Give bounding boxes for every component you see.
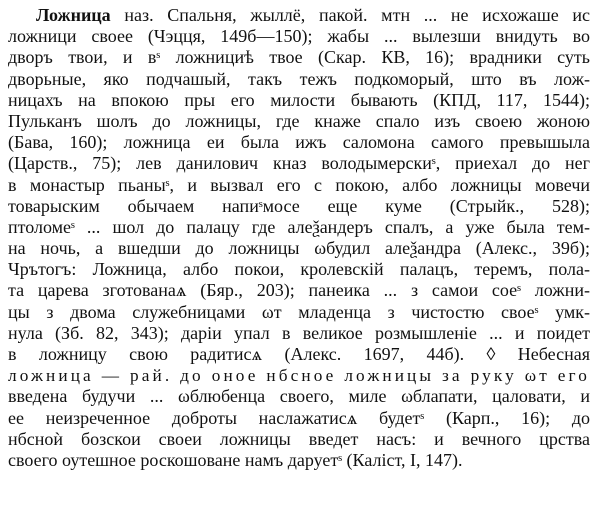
entry-line-4: двoрьные, яко подчашый, такъ тежъ подкоморый, што въ лож- [8,68,590,89]
entry-line-1-text: наз. Спальня, жыллё, пакой. мтн ... не исхожаше ис [110,5,590,25]
entry-line-3: дворъ твои, и вˢ ложнициѣ твое (Скар. КВ, 16); врадники суть [8,47,590,68]
entry-line-22: своего оутешное роскошоване намъ даруетˢ (Каліст, I, 147). [8,449,463,470]
entry-line-8: (Царств., 75); лев данилович кназ володымерскиˢ, приехал до нег [8,153,590,174]
entry-line-18: ложница — рай. до оное нбсное ложницы за руку ωт его [8,366,590,386]
entry-line-9: в монастыр пьаныˢ, и вызвал его с покою, албо ложницы мовечи [8,174,590,195]
entry-line-6: Пульканъ шолъ до ложницы, где кнаже спало изъ своею жоною [8,110,590,131]
entry-line-14: та царева зготованаѧ (Бяр., 203); панеика ... з самои соеˢ ложни- [8,280,590,301]
entry-line-2: ложници своее (Чэцця, 149б—150); жабы ... вылезши внидуть во [8,26,590,47]
entry-line-17: в ложницу свою радитисѧ (Алекс. 1697, 44б). ◊ Небесная [8,344,590,364]
entry-line-12: на ночь, а вшедши до ложницы ωбудил алеѯандра (Алекс., 39б); [8,238,590,259]
entry-line-15: цы з двома служебницами ωт младенца з чистостю своеˢ умк- [8,301,590,322]
entry-line-11: птоломеˢ ... шол до палацу где алеѯандеръ спалъ, а уже была тем- [8,216,590,237]
entry-line-7: (Бава, 160); ложница еи была ижъ саломона самого превышыла [8,132,590,153]
entry-line-21: нбсноѝ бозскои своеи ложницы введет насъ: и вечного црства [8,428,590,449]
entry-line-16: нула (Зб. 82, 343); дарiи упал в великое розмышленіе ... и поидет [8,322,590,343]
entry-line-5: ницахъ на впокою пры его милости бывають (КПД, 117, 1544); [8,89,590,110]
entry-line-19: введена будучи ... ωблюбенца своего, миле ωблапати, цаловати, и [8,386,590,407]
entry-line-20: ее неизреченное доброты наслажатисѧ будетˢ (Карп., 16); до [8,407,590,428]
entry-line-10: товарыским обычаем напиˢмосе еще куме (Стрыйк., 528); [8,195,590,216]
entry-line-13: Чрътогъ: Ложница, албо покои, кролевскій палацъ, теремъ, пола- [8,259,590,280]
headword: Ложница [36,5,111,25]
entry-line-1 [8,5,590,26]
